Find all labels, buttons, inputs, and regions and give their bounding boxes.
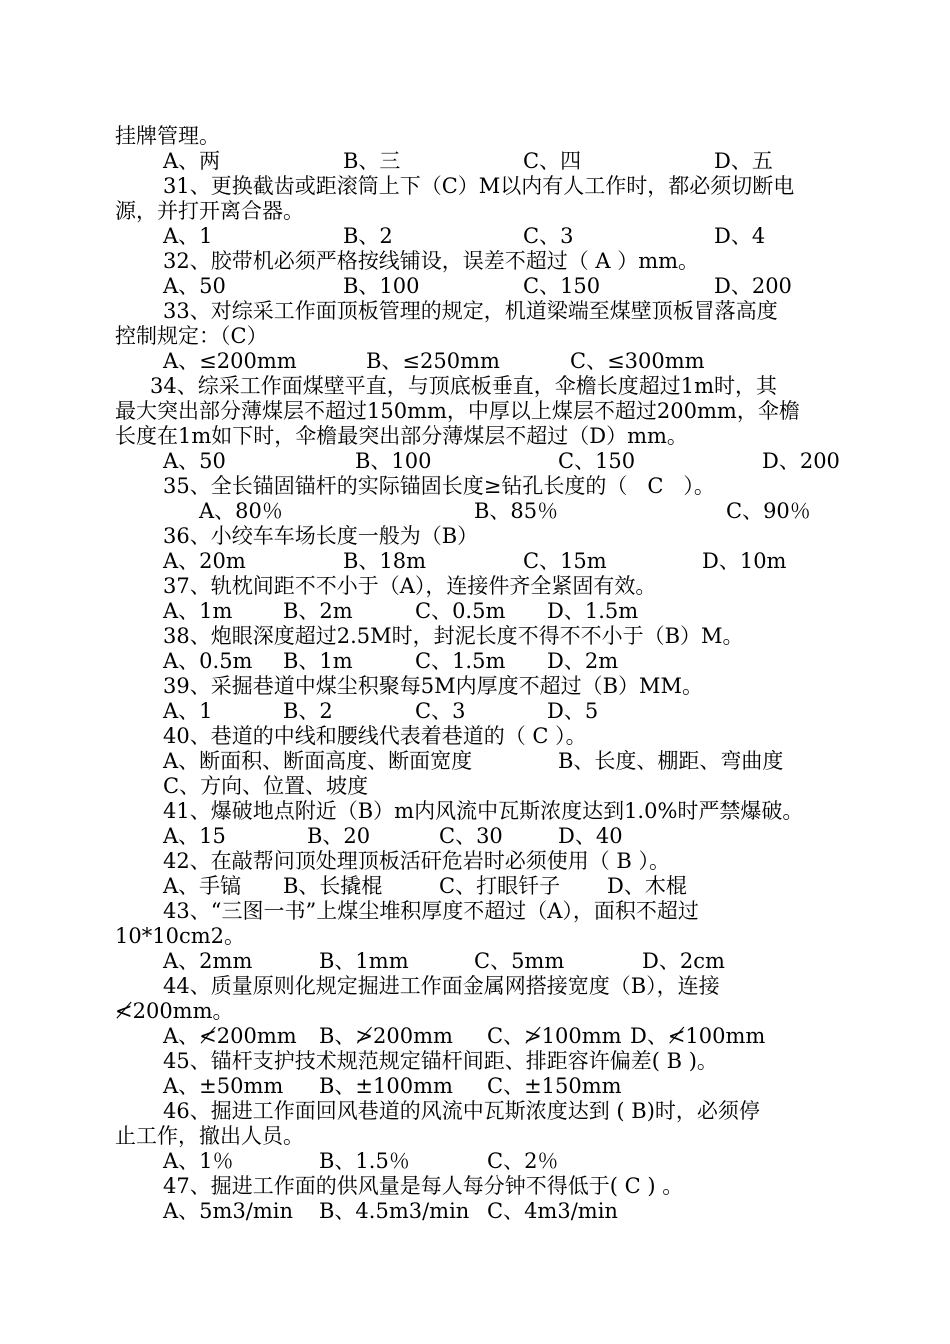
text-line: 31、更换截齿或距滚筒上下（C）M以内有人工作时，都必须切断电 xyxy=(163,174,795,198)
option: A、1％ xyxy=(163,1149,234,1173)
text-line: 止工作，撤出人员。 xyxy=(115,1124,304,1148)
option: D、≮100mm xyxy=(630,1024,766,1048)
option: D、2m xyxy=(547,649,619,673)
text-line: 挂牌管理。 xyxy=(115,124,220,148)
option: B、长撬棍 xyxy=(283,874,383,898)
option: D、40 xyxy=(558,824,623,848)
option: C、150 xyxy=(558,449,636,473)
option: C、打眼钎子 xyxy=(439,874,561,898)
option: A、1 xyxy=(163,224,213,248)
text-line: 34、综采工作面煤壁平直，与顶底板垂直，伞檐长度超过1m时，其 xyxy=(150,374,777,398)
option: B、2m xyxy=(283,599,353,623)
option: A、5m3/min xyxy=(163,1199,294,1223)
option: B、≯200mm xyxy=(319,1024,453,1048)
option: A、两 xyxy=(163,149,221,173)
option: D、200 xyxy=(714,274,792,298)
option: A、2mm xyxy=(163,949,253,973)
option: C、四 xyxy=(523,149,582,173)
text-line: 43、“三图一书”上煤尘堆积厚度不超过（A），面积不超过 xyxy=(163,899,699,923)
option: C、3 xyxy=(523,224,574,248)
option: A、50 xyxy=(163,449,226,473)
option: C、±150mm xyxy=(487,1074,622,1098)
option: C、≤300mm xyxy=(570,349,705,373)
text-line: 长度在1m如下时，伞檐最突出部分薄煤层不超过（D）mm。 xyxy=(115,424,688,448)
text-line: 45、锚杆支护技术规范规定锚杆间距、排距容许偏差( B )。 xyxy=(163,1049,718,1073)
option: D、2cm xyxy=(642,949,725,973)
text-line: ≮200mm。 xyxy=(115,999,234,1023)
text-line: 32、胶带机必须严格按线铺设，误差不超过（ A ）mm。 xyxy=(163,249,700,273)
option: A、≤200mm xyxy=(163,349,297,373)
option: D、4 xyxy=(714,224,766,248)
option: D、5 xyxy=(547,699,599,723)
option: C、15m xyxy=(523,549,607,573)
option: A、≮200mm xyxy=(163,1024,297,1048)
text-line: 35、全长锚固锚杆的实际锚固长度≥钻孔长度的（ C ）。 xyxy=(163,474,715,498)
option: A、1 xyxy=(163,699,213,723)
option: B、20 xyxy=(307,824,371,848)
option: C、150 xyxy=(523,274,601,298)
option: C、0.5m xyxy=(415,599,506,623)
text-line: 40、巷道的中线和腰线代表着巷道的（ C ）。 xyxy=(163,724,587,748)
text-line: 42、在敲帮问顶处理顶板活矸危岩时必须使用（ B ）。 xyxy=(163,849,671,873)
option: B、100 xyxy=(343,274,420,298)
option: B、2 xyxy=(343,224,393,248)
option: A、50 xyxy=(163,274,226,298)
option: B、1mm xyxy=(319,949,409,973)
text-line: 38、炮眼深度超过2.5M时，封泥长度不得不不小于（B）M。 xyxy=(163,624,744,648)
option: A、80％ xyxy=(199,499,283,523)
option: C、30 xyxy=(439,824,503,848)
text-line: 37、轨枕间距不不小于（A），连接件齐全紧固有效。 xyxy=(163,574,657,598)
option: C、5mm xyxy=(474,949,565,973)
text-line: C、方向、位置、坡度 xyxy=(163,774,369,798)
option: B、三 xyxy=(343,149,401,173)
option: A、20m xyxy=(163,549,246,573)
option: D、五 xyxy=(714,149,773,173)
text-line: 36、小绞车车场长度一般为（B） xyxy=(163,524,479,548)
text-line: 41、爆破地点附近（B）m内风流中瓦斯浓度达到1.0%时严禁爆破。 xyxy=(163,799,804,823)
text-line: 最大突出部分薄煤层不超过150mm，中厚以上煤层不超过200mm，伞檐 xyxy=(115,399,800,423)
text-line: 控制规定：（C） xyxy=(115,324,268,348)
text-line: 源，并打开离合器。 xyxy=(115,199,304,223)
text-line: 10*10cm2。 xyxy=(115,924,245,948)
option: B、100 xyxy=(355,449,432,473)
option: D、木棍 xyxy=(607,874,687,898)
option: C、3 xyxy=(415,699,466,723)
text-line: 47、掘进工作面的供风量是每人每分钟不得低于( C ) 。 xyxy=(163,1174,684,1198)
option: D、200 xyxy=(762,449,840,473)
option: A、±50mm xyxy=(163,1074,284,1098)
option: A、0.5m xyxy=(163,649,253,673)
option: B、±100mm xyxy=(319,1074,453,1098)
option: C、2％ xyxy=(487,1149,559,1173)
option: B、2 xyxy=(283,699,333,723)
option: D、1.5m xyxy=(547,599,639,623)
option: C、90％ xyxy=(726,499,811,523)
option: B、85％ xyxy=(474,499,559,523)
option: B、4.5m3/min xyxy=(319,1199,470,1223)
text-line: 46、掘进工作面回风巷道的风流中瓦斯浓度达到 ( B)时，必须停 xyxy=(163,1099,760,1123)
option: C、1.5m xyxy=(415,649,506,673)
text-line: 44、质量原则化规定掘进工作面金属网搭接宽度（B），连接 xyxy=(163,974,720,998)
option: A、1m xyxy=(163,599,233,623)
option: B、18m xyxy=(343,549,427,573)
option: B、≤250mm xyxy=(366,349,500,373)
option: A、手镐 xyxy=(163,874,242,898)
option: D、10m xyxy=(702,549,787,573)
text-line: 39、采掘巷道中煤尘积聚每5M内厚度不超过（B）MM。 xyxy=(163,674,704,698)
option: A、断面积、断面高度、断面宽度 xyxy=(163,749,473,773)
text-line: 33、对综采工作面顶板管理的规定，机道梁端至煤壁顶板冒落高度 xyxy=(163,299,778,323)
option: B、1.5％ xyxy=(319,1149,410,1173)
option: C、≯100mm xyxy=(487,1024,622,1048)
option: B、1m xyxy=(283,649,353,673)
option: A、15 xyxy=(163,824,226,848)
option: B、长度、棚距、弯曲度 xyxy=(558,749,784,773)
option: C、4m3/min xyxy=(487,1199,618,1223)
